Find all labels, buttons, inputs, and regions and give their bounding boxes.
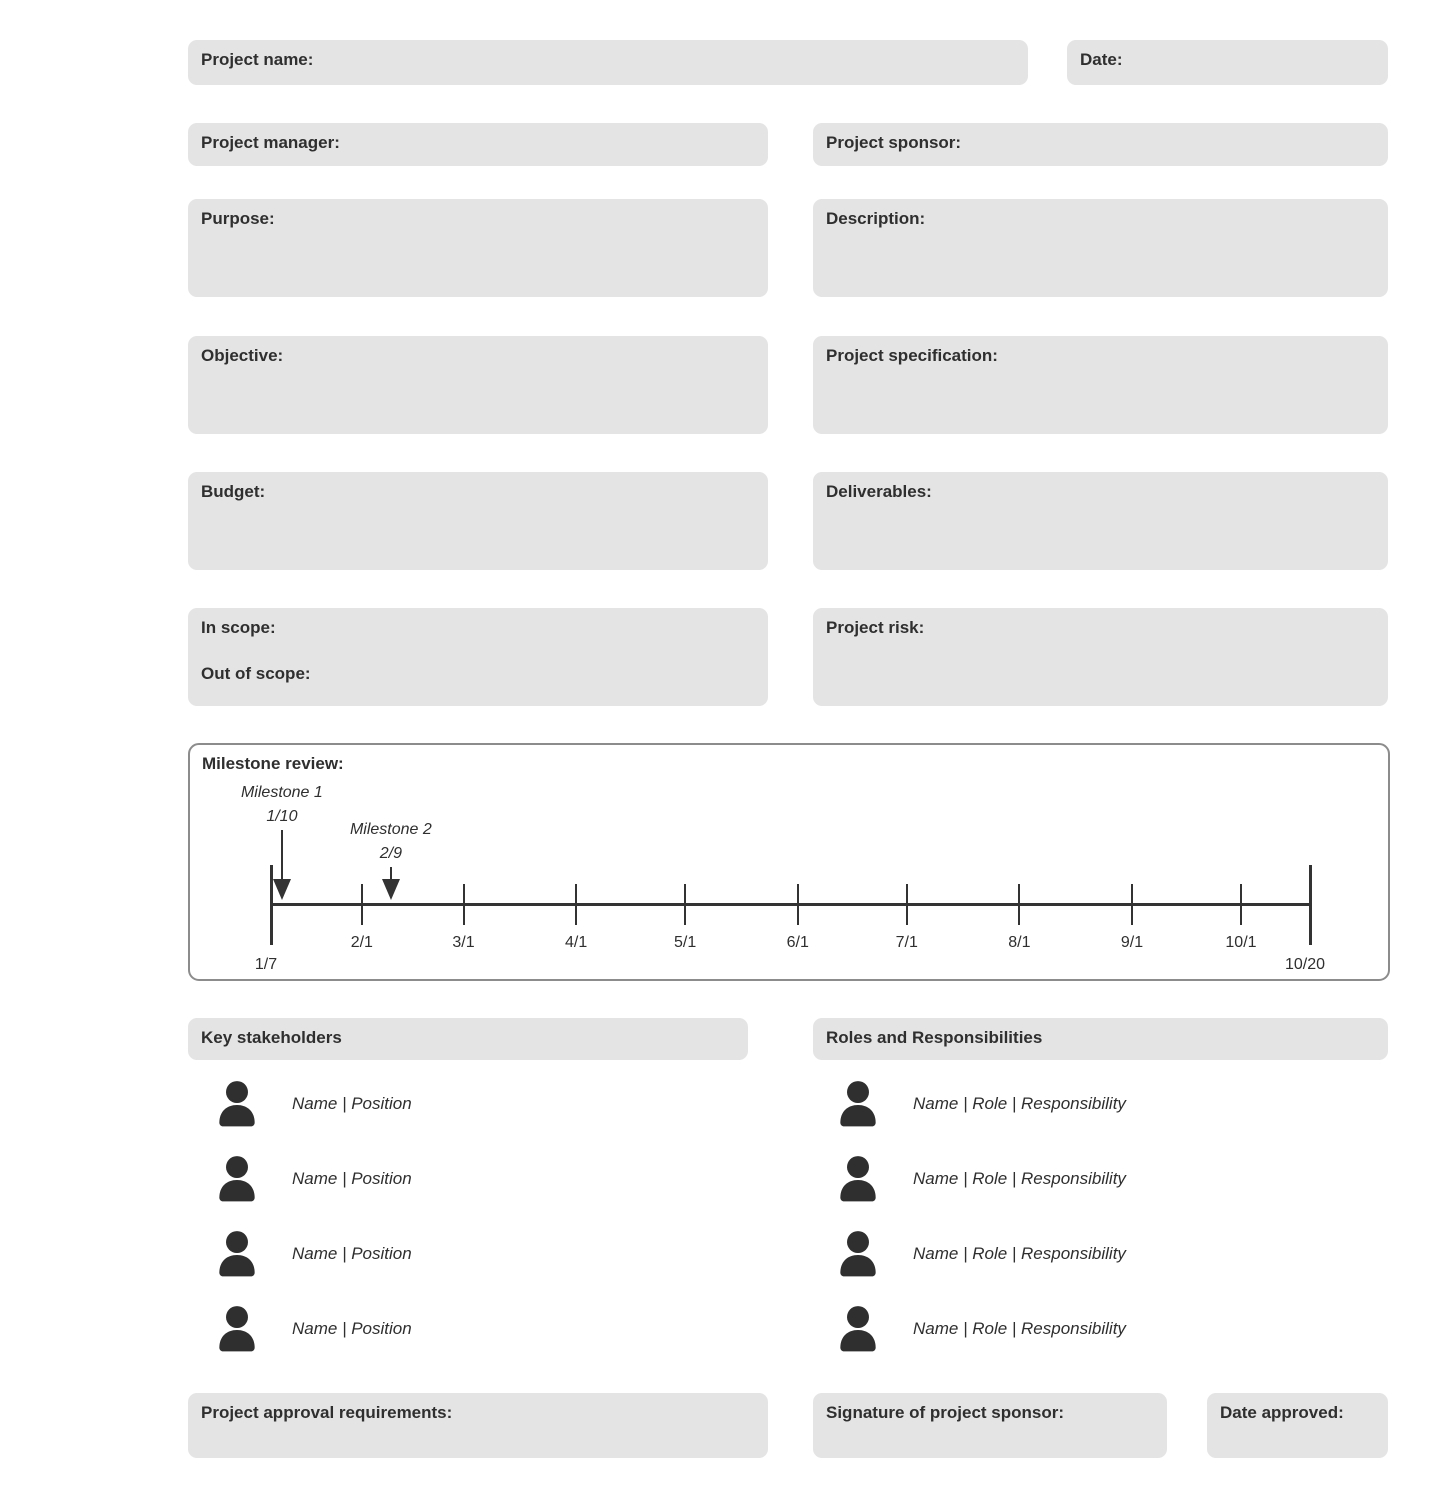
project-manager-field[interactable] (188, 123, 768, 166)
milestone-timeline (190, 745, 1388, 979)
milestone-date: 1/10 (266, 808, 298, 825)
person-icon (837, 1231, 879, 1277)
purpose-label: Purpose: (201, 209, 275, 228)
role-row[interactable] (837, 1081, 1126, 1127)
milestone-name: Milestone 1 (240, 784, 323, 801)
role-entry: Name | Role | Responsibility (913, 1169, 1126, 1188)
timeline-tick (1018, 884, 1020, 925)
sponsor-signature-label: Signature of project sponsor: (826, 1403, 1065, 1422)
objective-label: Objective: (201, 346, 284, 365)
key-stakeholders-label: Key stakeholders (201, 1028, 342, 1047)
purpose-field[interactable] (188, 199, 768, 297)
timeline-line (271, 903, 1310, 906)
timeline-tick (575, 884, 577, 925)
milestone-pointer-line (281, 830, 283, 880)
timeline-tick (906, 884, 908, 925)
objective-field[interactable] (188, 336, 768, 434)
timeline-tick (1240, 884, 1242, 925)
person-icon (837, 1081, 879, 1127)
milestone-arrow-icon (382, 879, 400, 900)
stakeholder-row[interactable] (216, 1231, 412, 1277)
deliverables-label: Deliverables: (826, 482, 932, 501)
project-sponsor-field[interactable] (813, 123, 1388, 166)
timeline-tick (1131, 884, 1133, 925)
project-name-label: Project name: (201, 50, 314, 69)
timeline-tick (797, 884, 799, 925)
key-stakeholders-header (188, 1018, 748, 1060)
sponsor-signature-field[interactable] (813, 1393, 1167, 1458)
project-risk-label: Project risk: (826, 618, 925, 637)
role-entry: Name | Role | Responsibility (913, 1094, 1126, 1113)
milestone-arrow-icon (273, 879, 291, 900)
timeline-end-tick (1309, 865, 1312, 945)
milestone-review-box (188, 743, 1390, 981)
scope-field[interactable] (188, 608, 768, 706)
roles-responsibilities-header (813, 1018, 1388, 1060)
timeline-tick-label: 3/1 (452, 934, 475, 951)
person-icon (216, 1306, 258, 1352)
stakeholder-row[interactable] (216, 1306, 412, 1352)
timeline-start-tick (270, 865, 273, 945)
timeline-start-label: 1/7 (254, 956, 278, 973)
person-icon (837, 1306, 879, 1352)
timeline-tick (684, 884, 686, 925)
role-row[interactable] (837, 1306, 1126, 1352)
role-entry: Name | Role | Responsibility (913, 1319, 1126, 1338)
timeline-tick-label: 7/1 (895, 934, 918, 951)
budget-field[interactable] (188, 472, 768, 570)
person-icon (216, 1081, 258, 1127)
out-of-scope-label: Out of scope: (201, 664, 311, 683)
date-field[interactable] (1067, 40, 1388, 85)
role-row[interactable] (837, 1231, 1126, 1277)
project-risk-field[interactable] (813, 608, 1388, 706)
timeline-tick (361, 884, 363, 925)
person-icon (216, 1156, 258, 1202)
timeline-tick (463, 884, 465, 925)
budget-label: Budget: (201, 482, 266, 501)
milestone-review-title: Milestone review: (202, 754, 344, 773)
timeline-tick-label: 6/1 (786, 934, 809, 951)
in-scope-label: In scope: (201, 618, 276, 637)
timeline-tick-label: 8/1 (1008, 934, 1031, 951)
project-specification-field[interactable] (813, 336, 1388, 434)
approval-requirements-field[interactable] (188, 1393, 768, 1458)
project-name-field[interactable] (188, 40, 1028, 85)
stakeholder-row[interactable] (216, 1156, 412, 1202)
stakeholder-entry: Name | Position (292, 1319, 412, 1338)
date-approved-label: Date approved: (1220, 1403, 1344, 1422)
timeline-tick-label: 5/1 (674, 934, 697, 951)
stakeholder-entry: Name | Position (292, 1094, 412, 1113)
roles-responsibilities-label: Roles and Responsibilities (826, 1028, 1043, 1047)
timeline-tick-label: 2/1 (350, 934, 373, 951)
milestone-name: Milestone 2 (349, 821, 432, 838)
project-manager-label: Project manager: (201, 133, 340, 152)
person-icon (837, 1156, 879, 1202)
timeline-tick-label: 10/1 (1225, 934, 1257, 951)
approval-requirements-label: Project approval requirements: (201, 1403, 453, 1422)
role-entry: Name | Role | Responsibility (913, 1244, 1126, 1263)
date-label: Date: (1080, 50, 1123, 69)
stakeholder-entry: Name | Position (292, 1244, 412, 1263)
role-row[interactable] (837, 1156, 1126, 1202)
milestone-date: 2/9 (379, 845, 402, 862)
project-sponsor-label: Project sponsor: (826, 133, 962, 152)
stakeholder-entry: Name | Position (292, 1169, 412, 1188)
description-label: Description: (826, 209, 926, 228)
stakeholder-row[interactable] (216, 1081, 412, 1127)
deliverables-field[interactable] (813, 472, 1388, 570)
date-approved-field[interactable] (1207, 1393, 1388, 1458)
timeline-tick-label: 9/1 (1120, 934, 1144, 951)
project-specification-label: Project specification: (826, 346, 998, 365)
timeline-tick-label: 4/1 (565, 934, 588, 951)
person-icon (216, 1231, 258, 1277)
timeline-end-label: 10/20 (1284, 956, 1326, 973)
description-field[interactable] (813, 199, 1388, 297)
